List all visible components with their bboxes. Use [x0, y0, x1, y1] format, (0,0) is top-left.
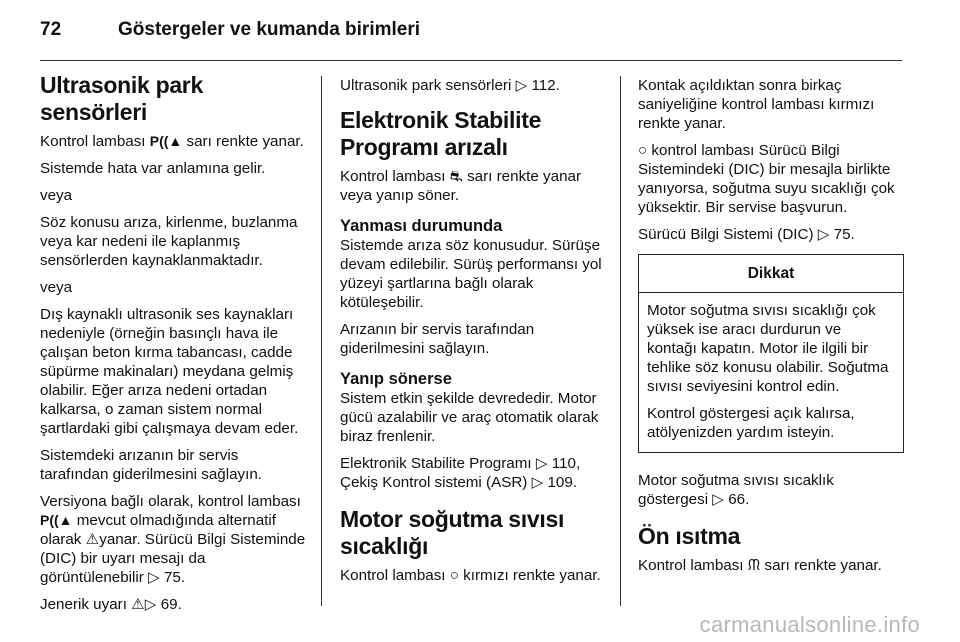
- paragraph: Jenerik uyarı ⚠▷ 69.: [40, 596, 182, 613]
- page-title: Göstergeler ve kumanda birimleri: [118, 19, 421, 40]
- header-divider: [40, 60, 902, 61]
- paragraph: veya: [40, 279, 73, 296]
- section-heading-preheating: Ön ısıtma: [638, 523, 741, 549]
- section-heading-esp: Elektronik Stabilite Programı arızalı: [340, 107, 542, 160]
- column-1: [40, 72, 308, 622]
- column-divider-2: [620, 76, 621, 606]
- section-heading-coolant: Motor soğutma sıvısı sıcaklığı: [340, 506, 565, 559]
- coolant-temp-icon: ○: [449, 567, 459, 584]
- section-heading-park-sensors: Ultrasonik park sensörleri: [40, 72, 203, 125]
- paragraph: Söz konusu arıza, kirlenme, buzlanma veya kar nedeni ile kaplanmış sensörlerden kaynaklanmaktadır.: [40, 214, 298, 269]
- paragraph: Arızanın bir servis tarafından giderilmesini sağlayın.: [340, 321, 535, 357]
- paragraph: Kontrol lambası P((▲ sarı renkte yanar.: [40, 133, 304, 150]
- column-3: [638, 76, 904, 583]
- page-reference-link[interactable]: ▷ 66.: [712, 491, 750, 508]
- paragraph: Sistemde arıza söz konusudur. Sürüşe devam edilebilir. Sürüş performansı yol yüzeyi şartlarına bağlı olarak kötüleşebilir.: [340, 237, 602, 311]
- column-divider-1: [321, 76, 322, 606]
- paragraph: Kontrol lambası ᙏ sarı renkte yanar.: [638, 557, 882, 574]
- page-number: 72: [40, 19, 62, 40]
- page-reference-link[interactable]: ▷ 69.: [144, 596, 182, 613]
- park-sensor-icon: P((▲: [149, 133, 183, 149]
- caution-box: [638, 254, 904, 453]
- page-reference-link[interactable]: ▷ 75.: [817, 226, 855, 243]
- paragraph: veya: [40, 187, 73, 204]
- coolant-temp-icon: ○: [638, 142, 648, 159]
- paragraph: Elektronik Stabilite Programı ▷ 110, Çekiş Kontrol sistemi (ASR) ▷ 109.: [340, 455, 581, 491]
- paragraph: Versiyona bağlı olarak, kontrol lambası P((▲ mevcut olmadığında alternatif olarak ⚠yanar. Sürücü Bilgi Sisteminde (DIC) bir uyarı mesajı da görüntülenebilir ▷ 75.: [40, 493, 306, 586]
- paragraph: Dış kaynaklı ultrasonik ses kaynakları nedeniyle (örneğin basınçlı hava ile çalışan beton kırma tabancası, cadde süpürme makinaları) meydana gelmiş olabilir. Eğer arıza nedeni ortadan kalkarsa, o zaman sistem normal şartlardaki gibi çalışmaya devam eder.: [40, 306, 299, 437]
- paragraph: Sistem etkin şekilde devrededir. Motor gücü azalabilir ve araç otomatik olarak biraz frenlenir.: [340, 390, 599, 445]
- warning-triangle-icon: ⚠: [85, 531, 100, 548]
- subheading-flashing: Yanıp sönerse: [340, 370, 452, 388]
- caution-box-body: [639, 293, 903, 452]
- park-sensor-icon: P((▲: [40, 512, 73, 528]
- page-reference-link[interactable]: ▷ 109.: [531, 474, 578, 491]
- paragraph: Sürücü Bilgi Sistemi (DIC) ▷ 75.: [638, 226, 855, 243]
- page-reference-link[interactable]: ▷ 75.: [148, 569, 186, 586]
- caution-box-title: Dikkat: [639, 255, 903, 293]
- paragraph: Ultrasonik park sensörleri ▷ 112.: [340, 77, 560, 94]
- column-2: [340, 76, 608, 593]
- esp-warning-icon: ⛐: [449, 168, 463, 185]
- paragraph: Kontrol lambası ○ kırmızı renkte yanar.: [340, 567, 601, 584]
- warning-triangle-icon: ⚠: [131, 596, 145, 613]
- paragraph: Sistemde hata var anlamına gelir.: [40, 160, 266, 177]
- paragraph: ○ kontrol lambası Sürücü Bilgi Sistemindeki (DIC) bir mesajla birlikte yanıyorsa, soğutma suyu sıcaklığı çok yüksektir. Bir servise başvurun.: [638, 142, 895, 216]
- paragraph: Kontrol göstergesi açık kalırsa, atölyenizden yardım isteyin.: [647, 405, 855, 441]
- paragraph: Sistemdeki arızanın bir servis tarafından giderilmesini sağlayın.: [40, 447, 263, 483]
- watermark: carmanualsonline.info: [699, 612, 920, 637]
- page-reference-link[interactable]: ▷ 112.: [515, 77, 560, 94]
- page-header: [40, 14, 420, 46]
- page-reference-link[interactable]: ▷ 110,: [535, 455, 581, 472]
- glow-plug-icon: ᙏ: [747, 557, 761, 574]
- subheading-lit: Yanması durumunda: [340, 217, 503, 235]
- paragraph: Kontrol lambası ⛐ sarı renkte yanar veya yanıp söner.: [340, 168, 582, 204]
- paragraph: Kontak açıldıktan sonra birkaç saniyeliğine kontrol lambası kırmızı renkte yanar.: [638, 77, 875, 132]
- paragraph: Motor soğutma sıvısı sıcaklık göstergesi ▷ 66.: [638, 472, 834, 508]
- paragraph: Motor soğutma sıvısı sıcaklığı çok yüksek ise aracı durdurun ve kontağı kapatın. Motor ile ilgili bir tehlike söz konusu olabilir. Soğutma sıvısı seviyesini kontrol edin.: [647, 302, 889, 395]
